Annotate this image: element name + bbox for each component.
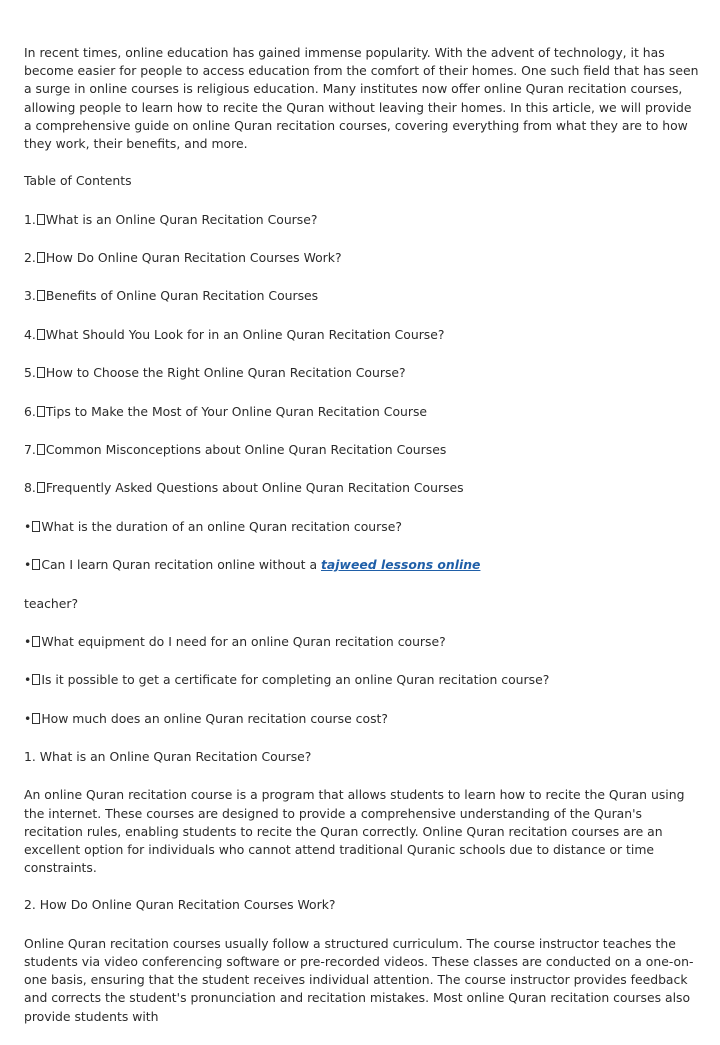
bullet: •	[24, 557, 32, 573]
missing-glyph-icon	[32, 674, 40, 685]
toc-first-word: Common	[45, 441, 102, 457]
missing-glyph-icon	[37, 406, 45, 417]
faq-rest: much does an online Quran recitation course cost?	[68, 710, 388, 726]
section-body: Online Quran recitation courses usually follow a structured curriculum. The course instructor teaches the students via video conferencing software or pre-recorded videos. These classes are conducted on a one-on-one basis, ensuring that the student receives individual attention. The course instructor provides feedback and corrects the student's pronunciation and recitation mistakes. Most online Quran recitation courses also provide students with	[24, 935, 694, 1024]
section-body: An online Quran recitation course is a program that allows students to learn how to recite the Quran using the internet. These courses are designed to provide a comprehensive understanding of the Quran's recitation rules, enabling students to recite the Quran correctly. Online Quran recitation courses are an excellent option for individuals who cannot attend traditional Quranic schools due to distance or time constraints.	[24, 787, 685, 876]
bullet: •	[24, 518, 32, 534]
missing-glyph-icon	[37, 444, 45, 455]
toc-rest: Do Online Quran Recitation Courses Work?	[72, 250, 342, 265]
toc-title: Table of Contents	[24, 173, 132, 189]
toc-item	[24, 326, 702, 364]
faq-item-continuation: teacher?	[24, 595, 79, 611]
toc-number: 7.	[24, 441, 36, 457]
faq-list	[24, 518, 702, 748]
toc-item	[24, 287, 702, 325]
toc-first-word: Benefits	[45, 288, 97, 304]
missing-glyph-icon	[37, 482, 45, 493]
faq-item	[24, 710, 702, 748]
faq-item	[24, 671, 702, 709]
bullet: •	[24, 672, 32, 688]
faq-first-word: What	[41, 633, 74, 649]
toc-item	[24, 249, 702, 287]
toc-list	[24, 211, 702, 518]
faq-rest: equipment do I need for an online Quran recitation course?	[73, 633, 446, 649]
missing-glyph-icon	[32, 521, 40, 532]
section-heading: 1. What is an Online Quran Recitation Course?	[24, 749, 312, 765]
toc-first-word: What	[45, 211, 79, 227]
toc-first-word: How	[45, 250, 73, 265]
toc-number: 3.	[24, 288, 36, 304]
toc-item	[24, 441, 702, 479]
faq-rest: I learn Quran recitation online without a	[65, 557, 318, 573]
section-heading: 2. How Do Online Quran Recitation Courses Work?	[24, 897, 336, 913]
toc-first-word: How	[45, 365, 73, 381]
toc-first-word: Frequently	[45, 480, 112, 496]
toc-number: 8.	[24, 480, 36, 496]
toc-item	[24, 211, 702, 249]
missing-glyph-icon	[37, 367, 45, 378]
toc-number: 1.	[24, 211, 36, 227]
toc-rest: is an Online Quran Recitation Course?	[78, 211, 318, 227]
toc-number: 6.	[24, 403, 36, 419]
bullet: •	[24, 633, 32, 649]
faq-item	[24, 518, 702, 556]
missing-glyph-icon	[37, 214, 45, 225]
toc-rest: of Online Quran Recitation Courses	[96, 288, 319, 304]
tajweed-lessons-link[interactable]: tajweed lessons online	[321, 557, 481, 573]
faq-item	[24, 556, 702, 594]
bullet: •	[24, 710, 32, 726]
missing-glyph-icon	[32, 636, 40, 647]
toc-first-word: Tips	[45, 403, 71, 419]
toc-number: 2.	[24, 250, 36, 265]
toc-rest: Asked Questions about Online Quran Recitation Courses	[111, 480, 464, 496]
article	[24, 44, 702, 1045]
faq-first-word: What	[41, 518, 74, 534]
toc-first-word: What	[45, 326, 79, 342]
toc-rest: Misconceptions about Online Quran Recitation Courses	[101, 441, 447, 457]
missing-glyph-icon	[37, 329, 45, 340]
toc-item	[24, 403, 702, 441]
toc-number: 4.	[24, 326, 36, 342]
intro-paragraph: In recent times, online education has gained immense popularity. With the advent of technology, it has become easier for people to access education from the comfort of their homes. One such field that has seen a surge in online courses is religious education. Many institutes now offer online Quran recitation courses, allowing people to learn how to recite the Quran without leaving their homes. In this article, we will provide a comprehensive guide on online Quran recitation courses, covering everything from what they are to how they work, their benefits, and more.	[24, 45, 699, 152]
faq-rest: it possible to get a certificate for completing an online Quran recitation course?	[51, 672, 550, 688]
toc-item	[24, 364, 702, 402]
toc-item	[24, 479, 702, 517]
toc-rest: to Choose the Right Online Quran Recitation Course?	[72, 365, 406, 381]
toc-rest: Should You Look for in an Online Quran Recitation Course?	[78, 326, 445, 342]
toc-rest: to Make the Most of Your Online Quran Recitation Course	[70, 403, 428, 419]
missing-glyph-icon	[37, 290, 45, 301]
faq-first-word: How	[41, 710, 69, 726]
missing-glyph-icon	[37, 252, 45, 263]
faq-rest: is the duration of an online Quran recitation course?	[73, 518, 402, 534]
faq-first-word: Can	[41, 557, 66, 573]
faq-first-word: Is	[41, 672, 52, 688]
faq-item	[24, 633, 702, 671]
missing-glyph-icon	[32, 713, 40, 724]
toc-number: 5.	[24, 365, 36, 381]
missing-glyph-icon	[32, 559, 40, 570]
